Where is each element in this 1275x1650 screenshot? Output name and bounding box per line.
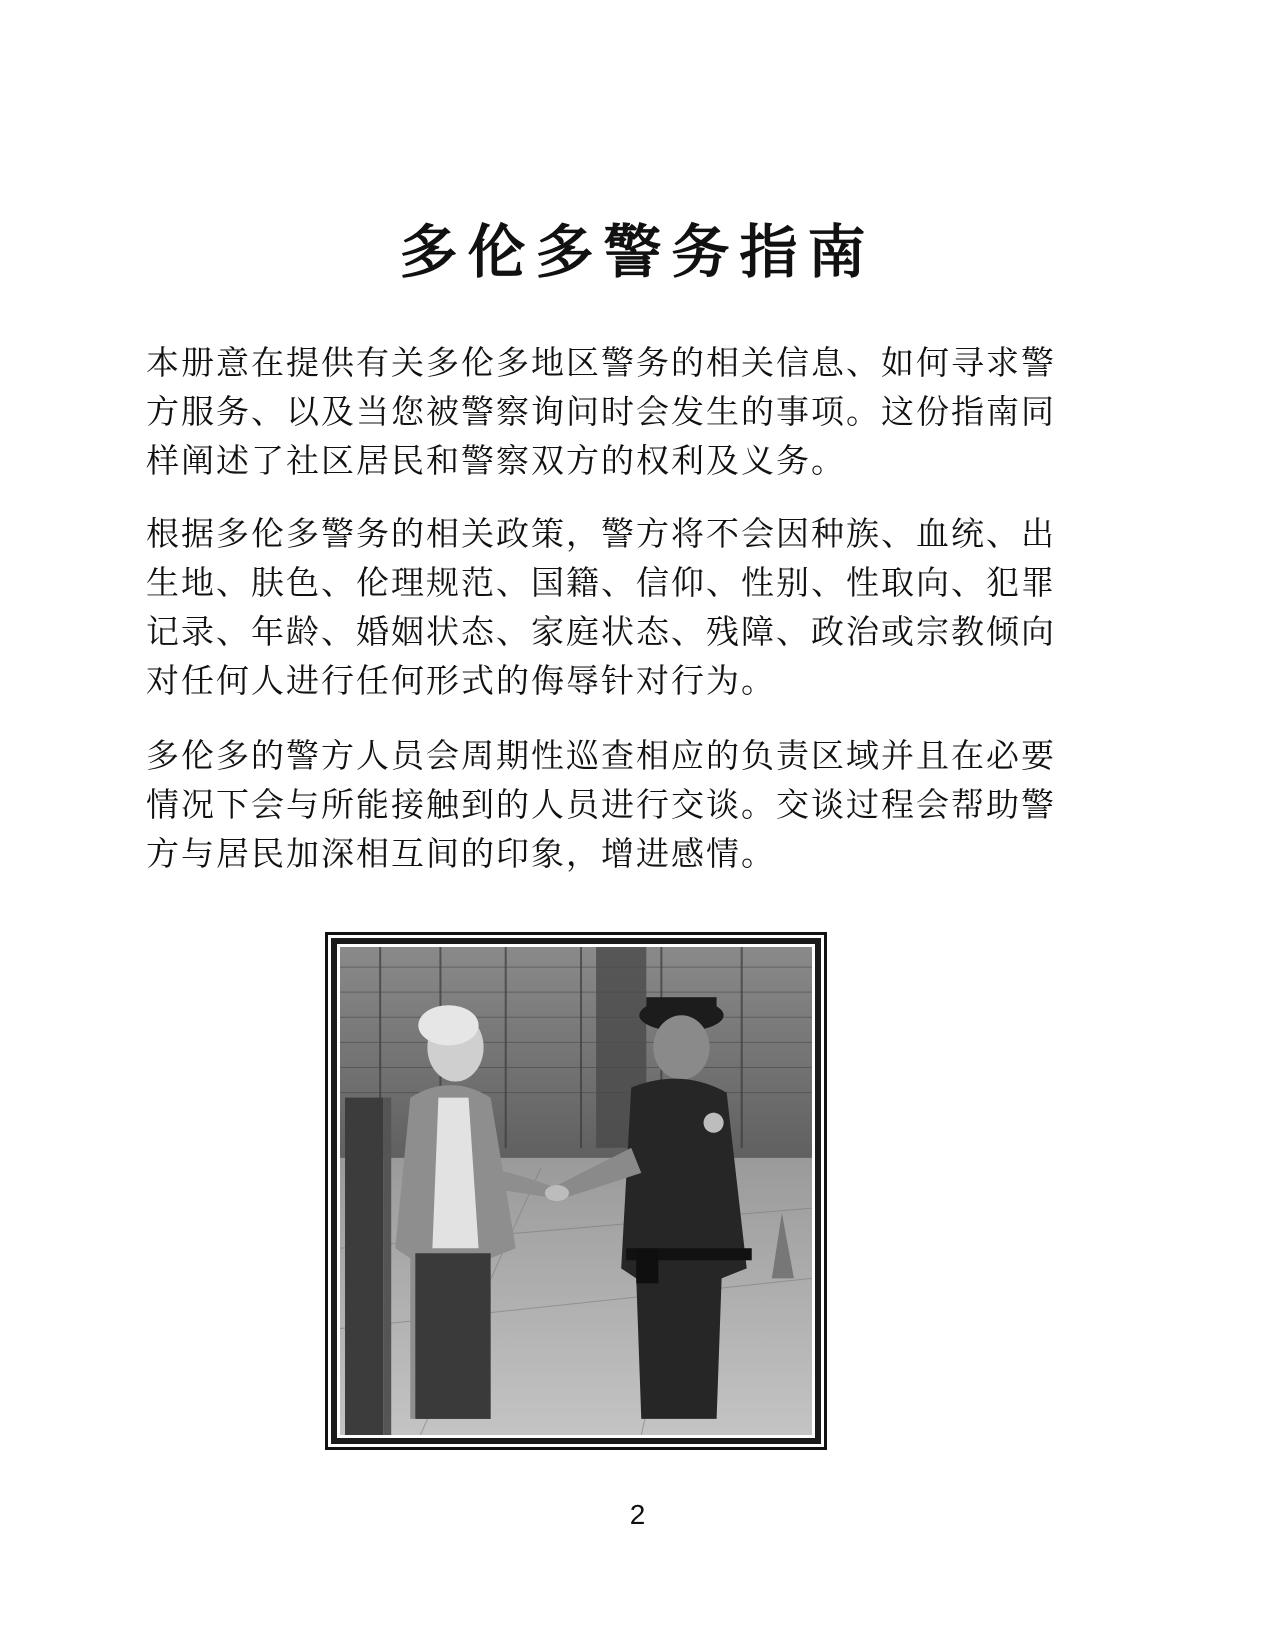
page-number: 2	[629, 1499, 646, 1530]
handshake-photo	[340, 947, 812, 1435]
photo-border	[331, 938, 821, 1444]
patrol-paragraph: 多伦多的警方人员会周期性巡查相应的负责区域并且在必要情况下会与所能接触到的人员进行交谈。交谈过程会帮助警方与居民加深相互间的印象，增进感情。	[146, 736, 1056, 873]
photo-frame	[325, 932, 827, 1450]
policy-paragraph: 根据多伦多警务的相关政策，警方将不会因种族、血统、出生地、肤色、伦理规范、国籍、信仰、性别、性取向、犯罪记录、年龄、婚姻状态、家庭状态、残障、政治或宗教倾向对任何人进行任何形式的侮辱针对行为。	[146, 514, 1056, 700]
intro-paragraph: 本册意在提供有关多伦多地区警务的相关信息、如何寻求警方服务、以及当您被警察询问时会发生的事项。这份指南同样阐述了社区居民和警察双方的权利及义务。	[146, 343, 1056, 480]
page-title: 多伦多警务指南	[399, 218, 876, 286]
